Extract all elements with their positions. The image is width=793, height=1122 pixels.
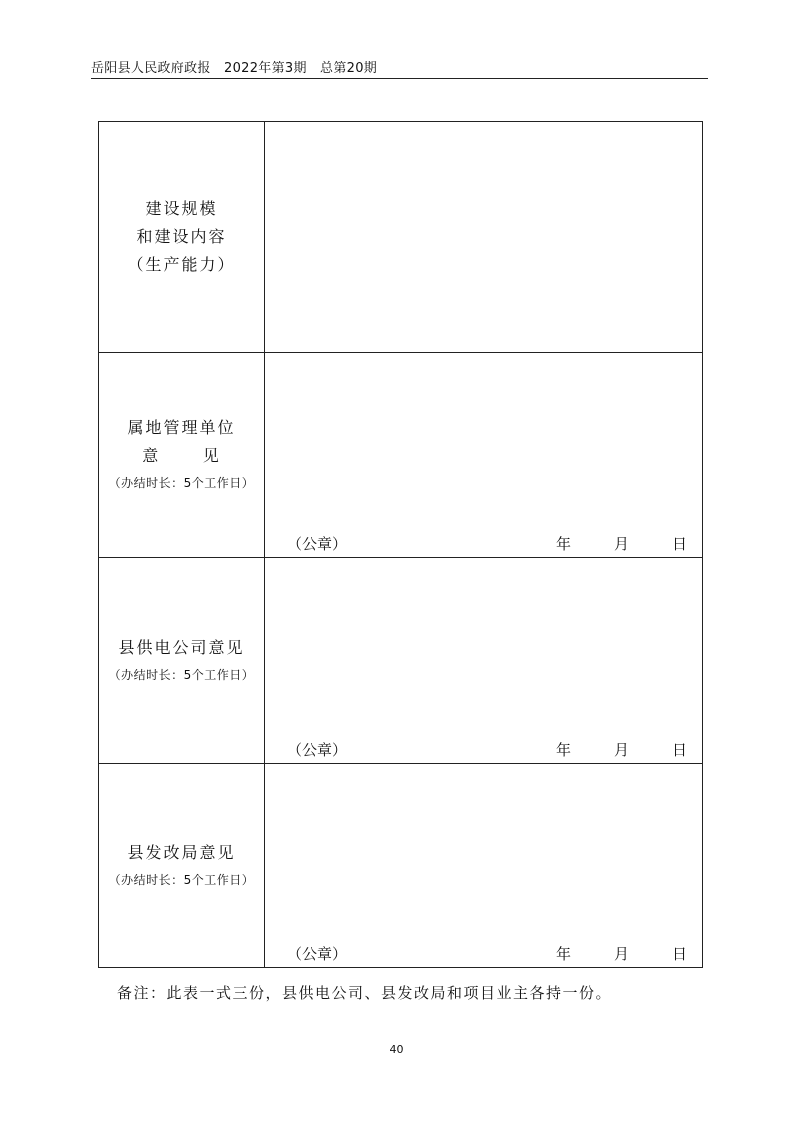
- row-label-line: 和建设内容: [136, 227, 227, 246]
- date-year-label: 年: [556, 945, 572, 963]
- date-day-label: 日: [672, 945, 688, 963]
- table-row-construction-scale: [99, 122, 703, 353]
- construction-scale-label-cell: [99, 122, 265, 353]
- processing-time-note: （办结时长：5个工作日）: [108, 476, 255, 490]
- power-company-opinion-cell[interactable]: [265, 558, 703, 764]
- official-seal-label: （公章）: [287, 535, 348, 553]
- date-year-label: 年: [556, 535, 572, 553]
- table-row-power-company-opinion: [99, 558, 703, 764]
- official-seal-label: （公章）: [287, 741, 348, 759]
- local-unit-opinion-cell[interactable]: [265, 353, 703, 558]
- application-form-table: [98, 121, 703, 968]
- power-company-label-cell: [99, 558, 265, 764]
- date-fields: [556, 943, 690, 965]
- date-day-label: 日: [672, 741, 688, 759]
- construction-scale-input-cell[interactable]: [265, 122, 703, 353]
- table-row-development-bureau-opinion: [99, 764, 703, 968]
- processing-time-note: （办结时长：5个工作日）: [108, 872, 255, 887]
- date-month-label: 月: [614, 945, 630, 963]
- row-label-line: 属地管理单位: [127, 418, 236, 437]
- date-day-label: 日: [672, 535, 688, 553]
- official-seal-label: （公章）: [287, 945, 348, 963]
- row-label-line: （生产能力）: [127, 255, 236, 274]
- date-month-label: 月: [614, 741, 630, 759]
- seal-date-line: [287, 739, 690, 761]
- row-label-line: 县供电公司意见: [118, 637, 245, 657]
- seal-date-line: [287, 533, 690, 555]
- local-unit-label-cell: [99, 353, 265, 558]
- row-label-line: 县发改局意见: [127, 842, 236, 862]
- date-fields: [556, 739, 690, 761]
- page-number: 40: [389, 1043, 404, 1056]
- date-month-label: 月: [614, 535, 630, 553]
- development-bureau-opinion-cell[interactable]: [265, 764, 703, 968]
- table-row-local-unit-opinion: [99, 353, 703, 558]
- date-fields: [556, 533, 690, 555]
- footnote-remark: 备注：此表一式三份，县供电公司、县发改局和项目业主各持一份。: [117, 984, 613, 1002]
- seal-date-line: [287, 943, 690, 965]
- page-header: 岳阳县人民政府政报 2022年第3期 总第20期: [91, 57, 708, 79]
- row-label-line: 意 见: [142, 446, 221, 465]
- processing-time-note: （办结时长：5个工作日）: [108, 667, 255, 682]
- development-bureau-label-cell: [99, 764, 265, 968]
- row-label-line: 建设规模: [145, 199, 218, 218]
- date-year-label: 年: [556, 741, 572, 759]
